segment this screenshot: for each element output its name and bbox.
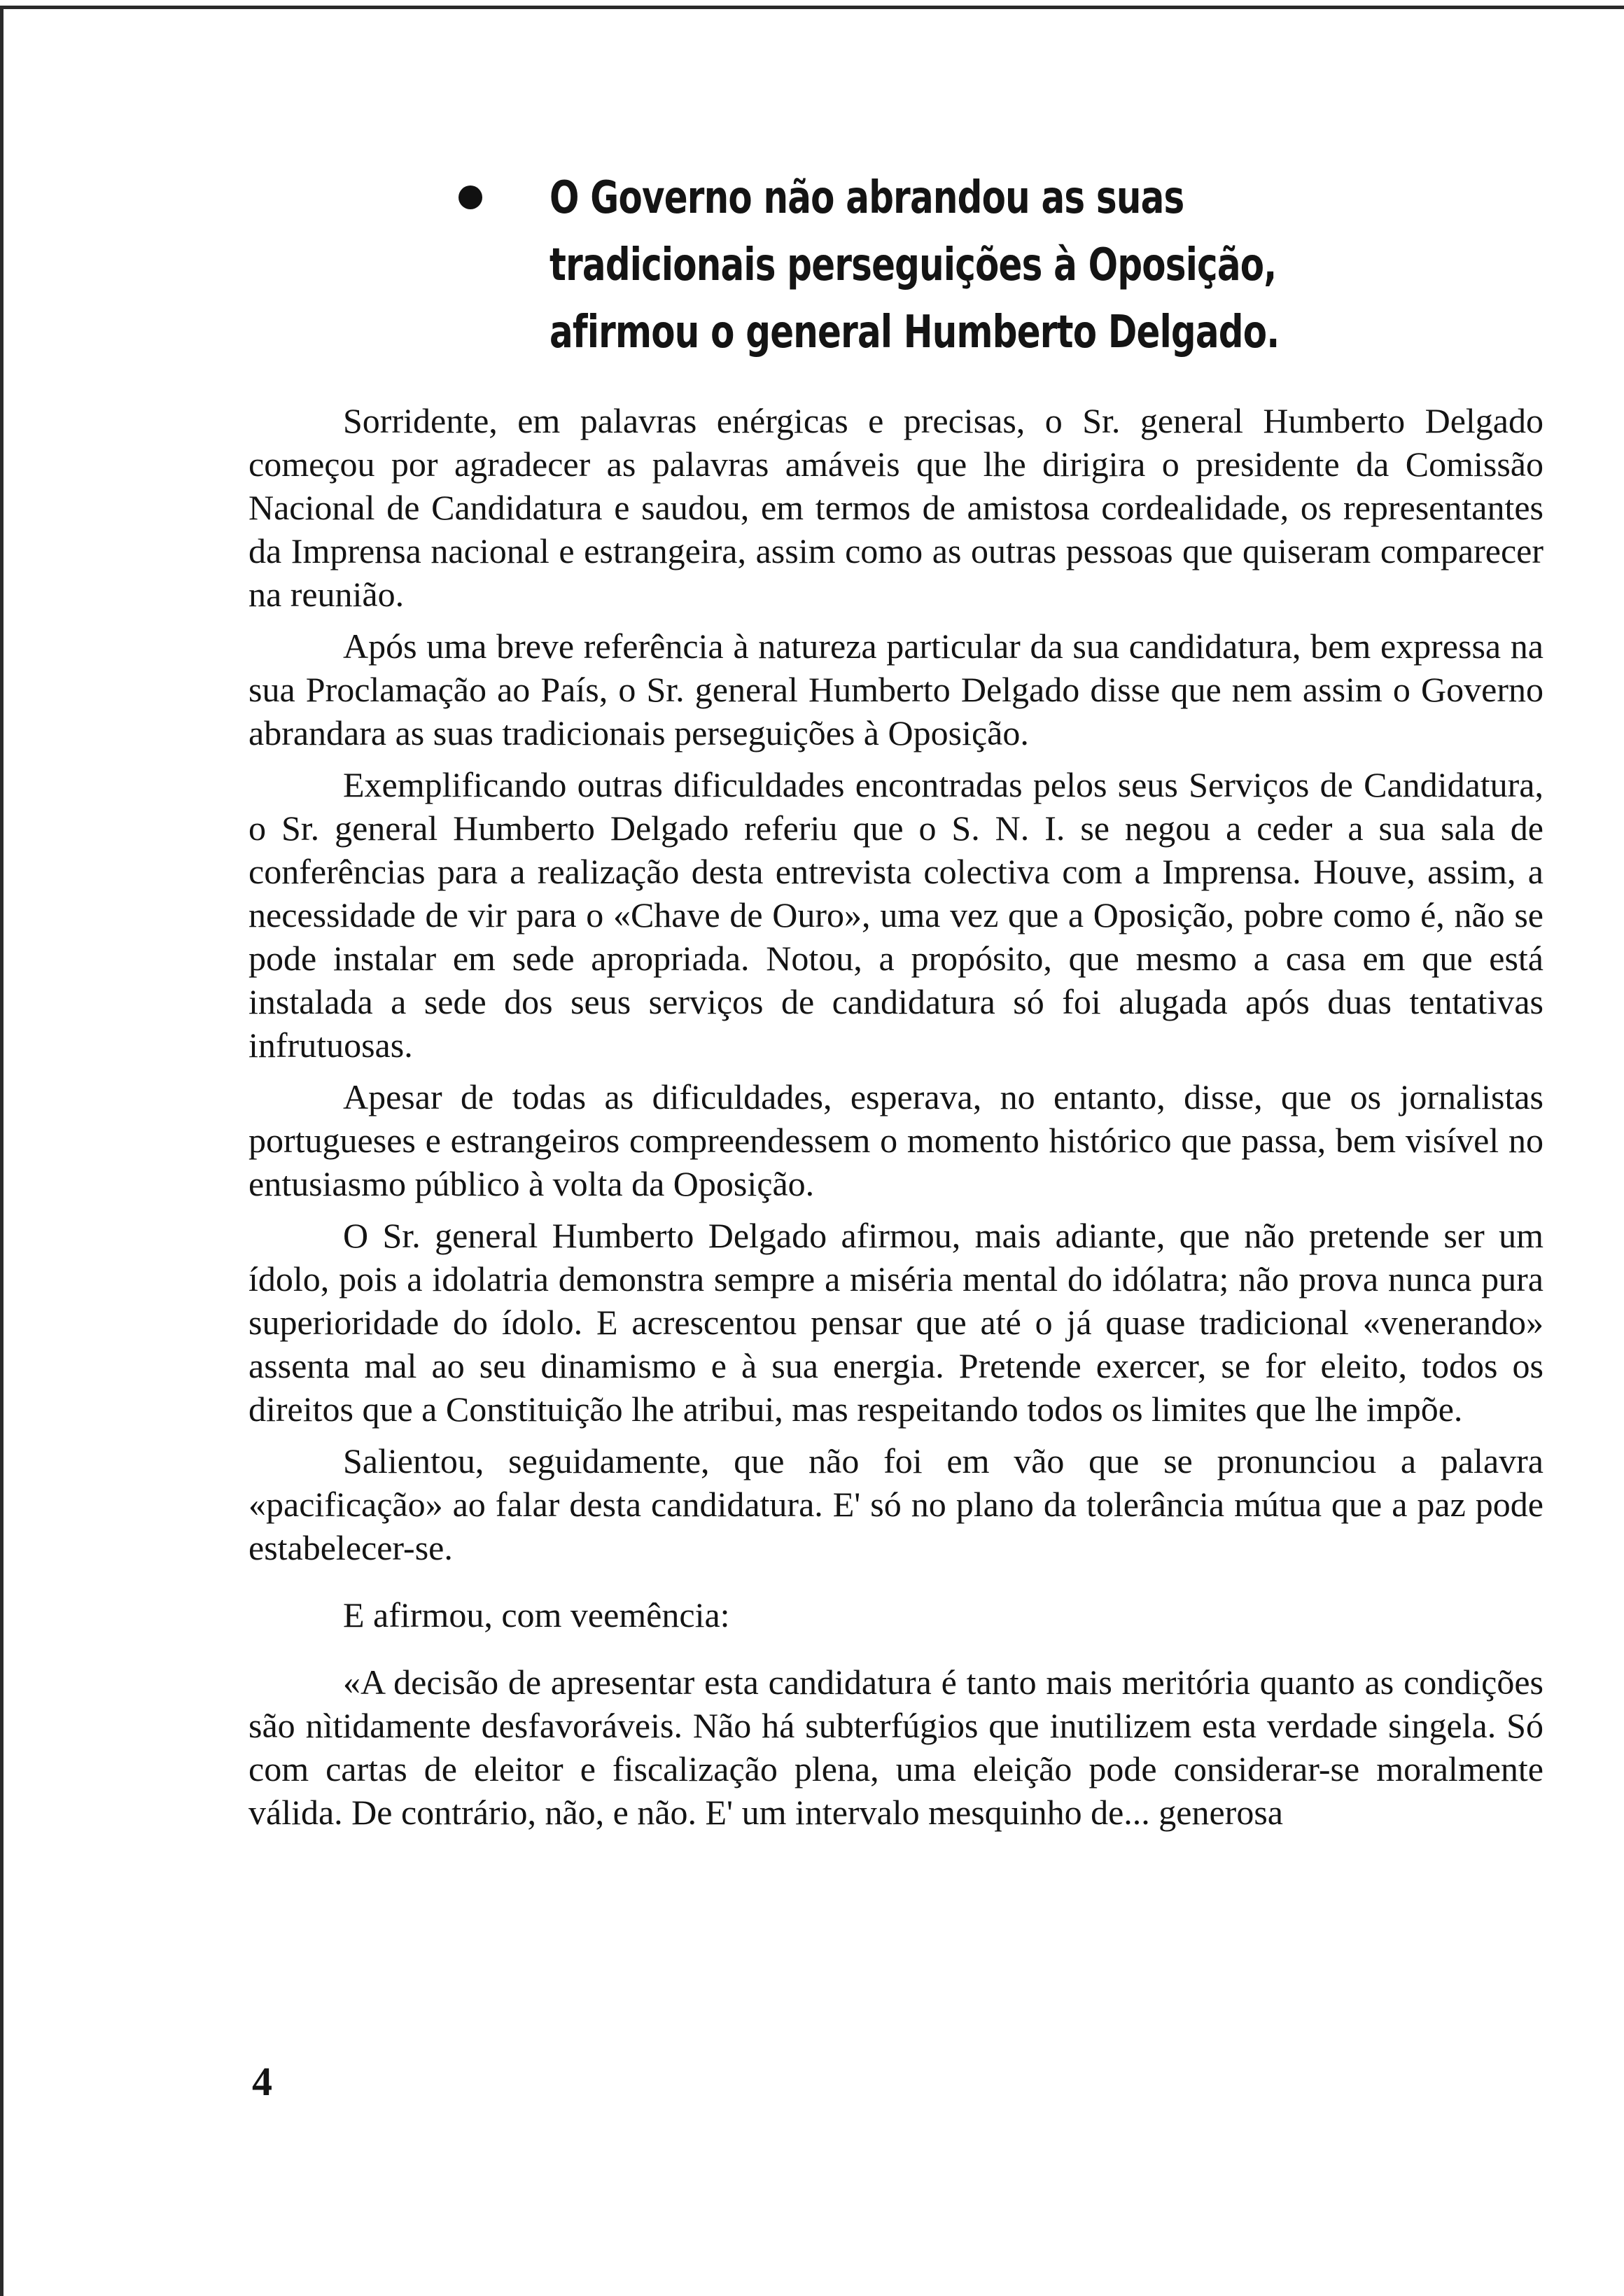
headline: O Governo não abrandou as suas tradicionais perseguições à Oposição, afirmou o general Humberto Delgado. — [550, 172, 1280, 358]
paragraph: Após uma breve referência à natureza particular da sua candidatura, bem expressa na sua Proclamação ao País, o Sr. general Humberto Delgado disse que nem assim o Governo abrandara as suas tradicionais perseguições à Oposição. — [248, 626, 1544, 752]
bullet-icon — [458, 186, 482, 209]
left-border — [0, 6, 4, 2296]
top-border — [0, 0, 1624, 10]
paragraph: O Sr. general Humberto Delgado afirmou, mais adiante, que não pretende ser um ídolo, pois a idolatria demonstra sempre a miséria mental do idólatra; não prova nunca pura superioridade do ídolo. E acrescentou pensar que até o já quase tradicional «venerando» assenta mal ao seu dinamismo e à sua energia. Pretende exercer, se for eleito, todos os direitos que a Constituição lhe atribui, mas respeitando todos os limites que lhe impõe. — [248, 1216, 1544, 1429]
page-number: 4 — [252, 2059, 272, 2104]
paragraph: «A decisão de apresentar esta candidatura é tanto mais meritória quanto as condições são nìtidamente desfavoráveis. Não há subterfúgios que inutilizem esta verdade singela. Só com cartas de eleitor e fiscalização plena, uma eleição pode considerar-se moralmente válida. De contrário, não, e não. E' um intervalo mesquinho de... generosa — [248, 1662, 1544, 1832]
paragraph: Sorridente, em palavras enérgicas e precisas, o Sr. general Humberto Delgado começou por agradecer as palavras amáveis que lhe dirigira o presidente da Comissão Nacional de Candidatura e saudou, em termos de amistosa cordealidade, os representantes da Imprensa nacional e estrangeira, assim como as outras pessoas que quiseram comparecer na reunião. — [248, 401, 1544, 614]
paragraph: Apesar de todas as dificuldades, esperava, no entanto, disse, que os jornalistas portugueses e estrangeiros compreendessem o momento histórico que passa, bem visível no entusiasmo público à volta da Oposição. — [248, 1077, 1544, 1203]
paragraph: E afirmou, com veemência: — [343, 1595, 730, 1634]
paragraph: Salientou, seguidamente, que não foi em vão que se pronunciou a palavra «pacificação» ao falar desta candidatura. E' só no plano da tolerância mútua que a paz pode estabelecer-se. — [248, 1441, 1544, 1567]
paragraph: Exemplificando outras dificuldades encontradas pelos seus Serviços de Candidatura, o Sr. general Humberto Delgado referiu que o S. N. I. se negou a ceder a sua sala de conferências para a realização desta entrevista colectiva com a Imprensa. Houve, assim, a necessidade de vir para o «Chave de Ouro», uma vez que a Oposição, pobre como é, não se pode instalar em sede apropriada. Notou, a propósito, que mesmo a casa em que está instalada a sede dos seus serviços de candidatura só foi alugada após duas tentativas infrutuosas. — [248, 765, 1544, 1065]
article-body — [248, 399, 1544, 1842]
headline-block — [458, 164, 1508, 366]
